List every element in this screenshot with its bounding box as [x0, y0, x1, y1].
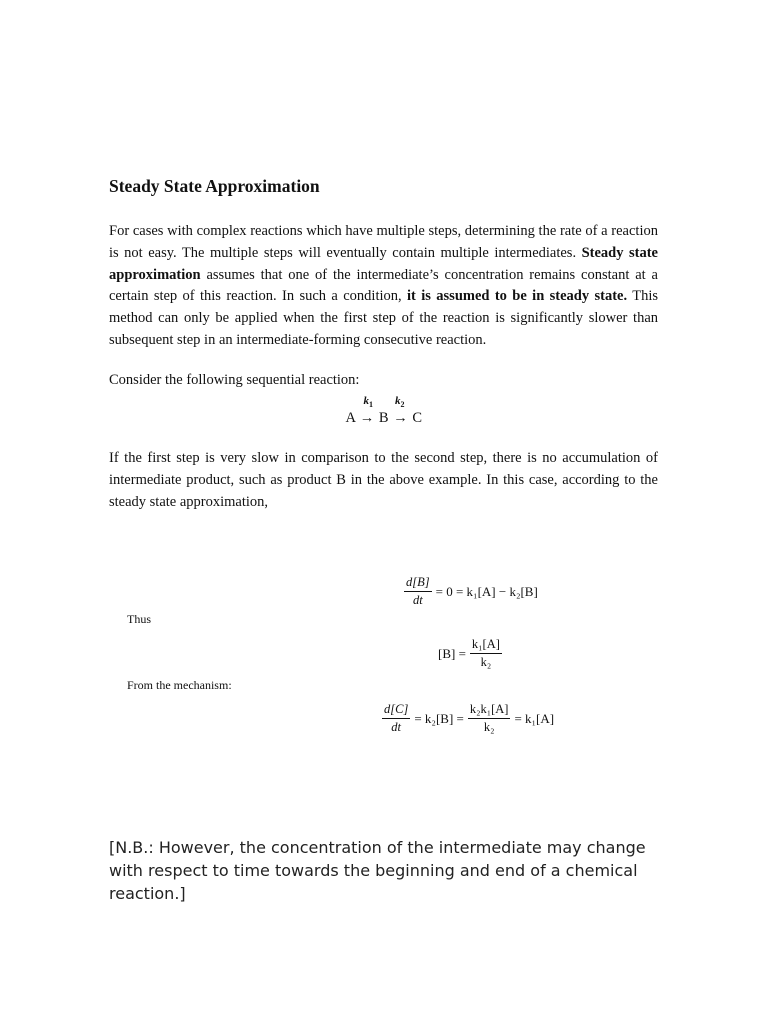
fraction-dB-dt: $\frac{d[B]}{dt}$	[406, 575, 430, 607]
page-title: Steady State Approximation	[109, 176, 320, 196]
steady-state-equation-rhs: = 0 = k₁[A] − k₂[B]	[435, 583, 538, 599]
rate-equation	[378, 702, 554, 735]
intro-text-2: assumes that one of the intermediate’s concentration remains constant at a certain step of this reaction. In such a condition,	[109, 266, 658, 305]
rate-constants-row	[0, 395, 768, 409]
rate-equation-rhs: = k₁[A]	[514, 710, 555, 726]
intro-text-3: This method can only be applied when the first step of the reaction is significantly slower than subsequent step in an intermediate-forming consecutive reaction.	[109, 288, 659, 348]
intro-bold-2: it is assumed to be in steady state.	[407, 288, 628, 305]
intro-bold-1: Steady state approximation	[109, 244, 658, 283]
steady-state-equation	[400, 575, 538, 608]
from-mechanism-label: From the mechanism:	[127, 678, 232, 692]
thus-label: Thus	[127, 612, 151, 626]
intro-text-1: For cases with complex reactions which have multiple steps, determining the rate of a reaction is not easy. The multiple steps will eventually contain multiple intermediates.	[109, 223, 658, 261]
explanation-paragraph: If the first step is very slow in comparison to the second step, there is no accumulation of intermediate product, such as product B in the above example. In this case, according to the steady state approximation,	[109, 450, 658, 510]
rate-equation-middle: = k₂[B] =	[414, 710, 464, 726]
fraction-k2k1A-k2: $\frac{\text{k₂k₁[A]}}{\text{k₂}}$	[469, 702, 509, 734]
intro-paragraph	[109, 221, 658, 352]
fraction-k1A-k2: $\frac{\text{k₁[A]}}{\text{k₂}}$	[471, 637, 500, 669]
rate-constant-k2: $k_2$	[395, 395, 405, 410]
b-concentration-equation	[438, 637, 506, 670]
reaction-equation: A → B → C	[345, 410, 423, 426]
rate-constant-k1: $k_1$	[363, 395, 373, 410]
b-concentration-lhs: [B] =	[438, 645, 466, 661]
reaction-intro-paragraph: Consider the following sequential reaction:	[109, 372, 360, 388]
nb-note: [N.B.: However, the concentration of the intermediate may change with respect to time towards the beginning and end of a chemical reaction.]	[109, 838, 646, 903]
fraction-dC-dt: $\frac{d[C]}{dt}$	[384, 702, 409, 734]
